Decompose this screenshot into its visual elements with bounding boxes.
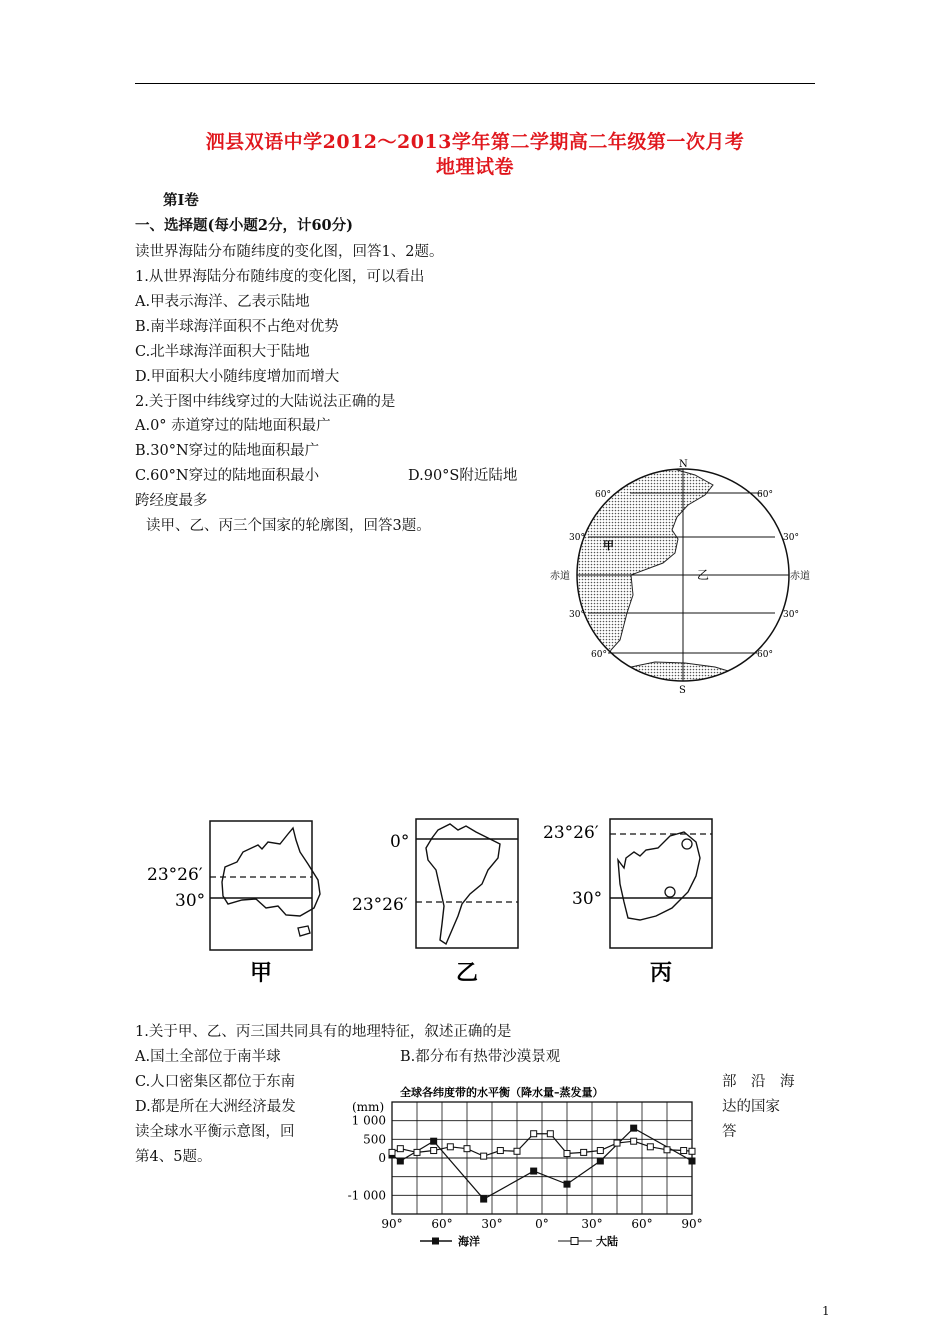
header-rule: [135, 83, 815, 84]
data-point: [647, 1144, 653, 1150]
x-tick-label: 0°: [535, 1217, 549, 1231]
x-tick-label: 90°: [381, 1217, 403, 1231]
y-tick-label: 500: [363, 1132, 386, 1147]
svg-text:23°26′: 23°26′: [147, 865, 203, 885]
x-tick-label: 60°: [631, 1217, 653, 1231]
svg-text:30°: 30°: [783, 610, 799, 620]
legend-land: 大陆: [596, 1235, 618, 1248]
data-point: [689, 1158, 695, 1164]
svg-text:30°: 30°: [569, 610, 585, 620]
equator-label-right: 赤道: [790, 571, 810, 582]
data-point: [431, 1148, 437, 1154]
exam-title: 泗县双语中学2012～2013学年第二学期高二年级第一次月考: [205, 131, 745, 153]
data-point: [564, 1151, 570, 1157]
country-outline-maps: [140, 812, 730, 992]
y-tick-label: 1 000: [351, 1113, 386, 1128]
map-bing: [543, 819, 712, 986]
legend-ocean: 海洋: [458, 1235, 480, 1248]
y-tick-label: 0: [378, 1151, 386, 1165]
q3-option-c: C.人口密集区都位于东南: [135, 1074, 296, 1090]
svg-text:60°: 60°: [591, 650, 607, 660]
intro-q1-2: 读世界海陆分布随纬度的变化图，回答1、2题。: [135, 244, 444, 260]
data-point: [614, 1140, 620, 1146]
intro-q4-5: 读全球水平衡示意图，回: [135, 1124, 295, 1140]
q1-option-a: A.甲表示海洋、乙表示陆地: [135, 294, 310, 310]
data-point: [631, 1125, 637, 1131]
data-point: [547, 1131, 553, 1137]
chart-title: 全球各纬度带的水平衡（降水量–蒸发量）: [400, 1086, 604, 1099]
svg-text:23°26′: 23°26′: [352, 895, 408, 915]
label-jia: 甲: [250, 960, 273, 986]
volume-heading: 第Ⅰ卷: [163, 192, 199, 209]
q1-option-b: B.南半球海洋面积不占绝对优势: [135, 319, 339, 335]
x-tick-label: 30°: [581, 1217, 603, 1231]
intro-q4-5-cont: 第4、5题。: [135, 1149, 212, 1165]
data-point: [397, 1146, 403, 1152]
q1-option-d: D.甲面积大小随纬度增加而增大: [135, 369, 340, 385]
data-point: [531, 1131, 537, 1137]
hemisphere-map: [545, 455, 825, 700]
ocean-label: 乙: [697, 568, 710, 582]
chart-ylabel: (mm): [352, 1100, 385, 1114]
water-balance-chart: [340, 1082, 712, 1252]
south-label: S: [679, 685, 686, 696]
q3-option-b: B.都分布有热带沙漠景观: [400, 1049, 561, 1065]
x-tick-label: 30°: [481, 1217, 503, 1231]
y-tick-label: -1 000: [347, 1188, 386, 1203]
q2-option-a: A.0° 赤道穿过的陆地面积最广: [135, 418, 331, 434]
label-yi: 乙: [456, 960, 479, 986]
svg-text:60°: 60°: [757, 490, 773, 500]
data-point: [497, 1148, 503, 1154]
map-yi: [352, 819, 518, 986]
q1-stem: 1.从世界海陆分布随纬度的变化图，可以看出: [135, 269, 425, 285]
map-jia: [147, 821, 320, 986]
svg-text:30°: 30°: [175, 891, 206, 911]
data-point: [481, 1196, 487, 1202]
q2-option-d-cont: 跨经度最多: [135, 493, 208, 509]
data-point: [597, 1148, 603, 1154]
q3-option-c-tail: 部 沿 海: [722, 1074, 795, 1090]
q3-option-d: D.都是所在大洲经济最发: [135, 1099, 296, 1115]
data-point: [631, 1138, 637, 1144]
data-point: [414, 1149, 420, 1155]
data-point: [447, 1144, 453, 1150]
x-tick-label: 90°: [681, 1217, 703, 1231]
svg-text:30°: 30°: [569, 533, 585, 543]
q1-option-c: C.北半球海洋面积大于陆地: [135, 344, 310, 360]
label-bing: 丙: [650, 960, 673, 986]
q3-stem: 1.关于甲、乙、丙三国共同具有的地理特征，叙述正确的是: [135, 1024, 512, 1040]
equator-label-left: 赤道: [550, 571, 570, 582]
data-point: [514, 1148, 520, 1154]
exam-subtitle: 地理试卷: [435, 156, 514, 178]
svg-text:30°: 30°: [783, 533, 799, 543]
svg-text:60°: 60°: [595, 490, 611, 500]
q2-option-c: C.60°N穿过的陆地面积最小: [135, 468, 320, 484]
x-tick-labels: [381, 1217, 702, 1231]
q3-option-d-tail: 达的国家: [722, 1099, 780, 1115]
x-tick-label: 60°: [431, 1217, 453, 1231]
data-point: [564, 1181, 570, 1187]
data-point: [581, 1149, 587, 1155]
svg-text:60°: 60°: [757, 650, 773, 660]
data-point: [531, 1168, 537, 1174]
part-heading: 一、选择题(每小题2分，计60分): [135, 217, 353, 234]
q2-stem: 2.关于图中纬线穿过的大陆说法正确的是: [135, 394, 396, 410]
y-tick-labels: [348, 1114, 386, 1203]
gridlines: [392, 1102, 692, 1214]
data-point: [464, 1146, 470, 1152]
data-point: [681, 1148, 687, 1154]
data-point: [431, 1138, 437, 1144]
data-point: [597, 1158, 603, 1164]
data-point: [389, 1149, 395, 1155]
q2-option-b: B.30°N穿过的陆地面积最广: [135, 443, 320, 459]
intro-q3: 读甲、乙、丙三个国家的轮廓图，回答3题。: [146, 518, 431, 534]
data-point: [397, 1158, 403, 1164]
svg-text:23°26′: 23°26′: [543, 823, 599, 843]
q3-option-a: A.国土全部位于南半球: [135, 1049, 281, 1065]
land-label: 甲: [603, 539, 614, 552]
data-point: [664, 1147, 670, 1153]
chart-legend: [420, 1234, 618, 1248]
q2-option-d: D.90°S附近陆地: [408, 468, 518, 484]
intro-q4-5-tail: 答: [722, 1124, 737, 1140]
north-label: N: [679, 459, 688, 470]
data-point: [689, 1148, 695, 1154]
svg-text:30°: 30°: [572, 889, 603, 909]
page-number: 1: [822, 1304, 830, 1318]
data-point: [481, 1153, 487, 1159]
svg-text:0°: 0°: [390, 832, 410, 852]
